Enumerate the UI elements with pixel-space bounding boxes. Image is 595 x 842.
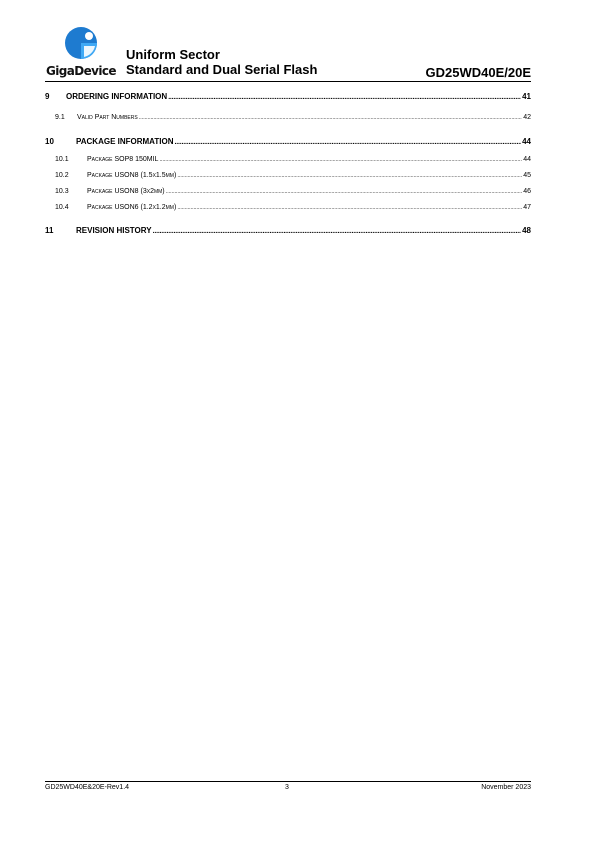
toc-title: PACKAGE INFORMATION	[76, 137, 174, 146]
toc-page: 48	[522, 226, 531, 235]
toc-entry-9[interactable]	[45, 92, 531, 101]
toc-page: 47	[523, 204, 531, 211]
toc-page: 44	[522, 137, 531, 146]
toc-entry-10-1[interactable]	[45, 156, 531, 163]
toc-entry-11[interactable]	[45, 226, 531, 235]
document-title	[126, 47, 317, 77]
page-footer	[45, 784, 531, 794]
toc-entry-9-1[interactable]	[45, 114, 531, 121]
toc-dot-leader	[166, 189, 523, 195]
toc-number: 10	[45, 137, 54, 146]
title-line-1: Uniform Sector	[126, 47, 220, 62]
toc-title: Package USON8 (3x2mm)	[87, 188, 165, 195]
toc-page: 44	[523, 156, 531, 163]
toc-page: 46	[523, 188, 531, 195]
toc-title: REVISION HISTORY	[76, 226, 152, 235]
toc-number: 10.3	[55, 188, 69, 195]
logo-wordmark: GigaDevice	[46, 64, 116, 78]
toc-number: 10.1	[55, 156, 69, 163]
toc-number: 11	[45, 226, 54, 235]
footer-page-number: 3	[285, 784, 289, 791]
toc-number: 10.4	[55, 204, 69, 211]
toc-dot-leader	[174, 139, 521, 146]
gigadevice-logo-icon	[64, 26, 98, 60]
toc-number: 9.1	[55, 114, 65, 121]
toc-page: 41	[522, 92, 531, 101]
toc-title: Package SOP8 150MIL	[87, 156, 159, 163]
toc-dot-leader	[168, 94, 521, 101]
toc-number: 10.2	[55, 172, 69, 179]
toc-dot-leader	[177, 205, 522, 211]
part-number: GD25WD40E/20E	[425, 65, 531, 80]
gigadevice-logo	[45, 24, 119, 80]
footer-date: November 2023	[481, 784, 531, 791]
toc-dot-leader	[153, 228, 522, 235]
toc-entry-10-2[interactable]	[45, 172, 531, 179]
toc-page: 42	[523, 114, 531, 121]
footer-doc-id: GD25WD40E&20E-Rev1.4	[45, 784, 130, 791]
title-line-2: Standard and Dual Serial Flash	[126, 62, 318, 77]
toc-title: Package USON8 (1.5x1.5mm)	[87, 172, 177, 179]
header-divider	[45, 81, 531, 82]
toc-dot-leader	[177, 173, 522, 179]
toc-entry-10[interactable]	[45, 137, 531, 146]
toc-dot-leader	[159, 157, 522, 163]
toc-number: 9	[45, 92, 50, 101]
toc-title: ORDERING INFORMATION	[66, 92, 168, 101]
toc-title: Package USON6 (1.2x1.2mm)	[87, 204, 177, 211]
toc-entry-10-4[interactable]	[45, 204, 531, 211]
toc-entry-10-3[interactable]	[45, 188, 531, 195]
footer-divider	[45, 781, 531, 782]
toc-dot-leader	[139, 115, 523, 121]
page-header	[45, 24, 531, 82]
toc-page: 45	[523, 172, 531, 179]
toc-title: Valid Part Numbers	[77, 114, 138, 121]
